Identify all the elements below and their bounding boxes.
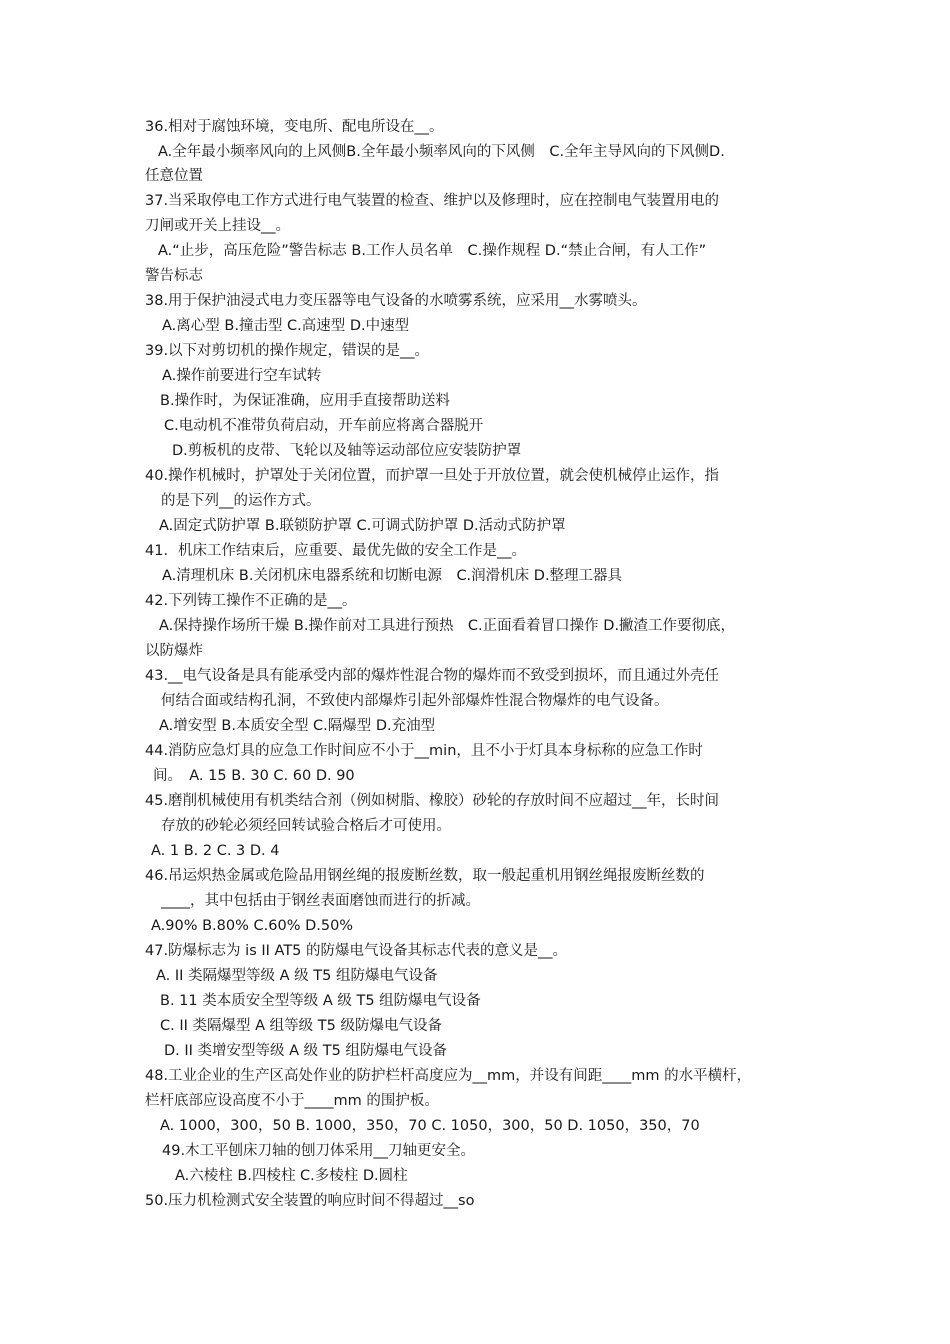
question-47-option-b: B. 11 类本质安全型等级 A 级 T5 组防爆电气设备 (160, 993, 481, 1009)
question-45-cont: 存放的砂轮必须经回转试验合格后才可使用。 (161, 818, 451, 834)
question-44-cont: 间。 A. 15 B. 30 C. 60 D. 90 (153, 768, 355, 784)
question-37-cont: 刀闸或开关上挂设__。 (145, 218, 290, 234)
question-48-cont: 栏杆底部应设高度不小于____mm 的围护板。 (145, 1093, 439, 1109)
question-44: 44.消防应急灯具的应急工作时间应不小于__min，且不小于灯具本身标称的应急工作时 (145, 743, 703, 759)
question-39-option-c: C.电动机不准带负荷启动，开车前应将离合器脱开 (164, 418, 484, 434)
question-41: 41．机床工作结束后，应重要、最优先做的安全工作是__。 (145, 543, 526, 559)
question-36: 36.相对于腐蚀环境，变电所、配电所设在__。 (145, 119, 444, 135)
question-40-cont: 的是下列__的运作方式。 (161, 493, 321, 509)
question-47-option-c: C. II 类隔爆型 A 组等级 T5 级防爆电气设备 (160, 1018, 442, 1034)
question-39-option-d: D.剪板机的皮带、飞轮以及轴等运动部位应安装防护罩 (172, 443, 522, 459)
question-43-cont: 何结合面或结构孔洞，不致使内部爆炸引起外部爆炸性混合物爆炸的电气设备。 (161, 693, 669, 709)
question-45-options: A. 1 B. 2 C. 3 D. 4 (151, 843, 280, 859)
question-37-options-cont: 警告标志 (145, 268, 203, 284)
question-48: 48.工业企业的生产区高处作业的防护栏杆高度应为__mm，并设有间距____mm 的水平横杆， (145, 1068, 752, 1084)
question-49-options: A.六棱柱 B.四棱柱 C.多棱柱 D.圆柱 (175, 1168, 408, 1184)
question-43-options: A.增安型 B.本质安全型 C.隔爆型 D.充油型 (159, 718, 436, 734)
question-42: 42.下列铸工操作不正确的是__。 (145, 593, 357, 609)
question-39: 39.以下对剪切机的操作规定，错误的是__。 (145, 343, 430, 359)
question-49: 49.木工平刨床刀轴的刨刀体采用__刀轴更安全。 (162, 1143, 476, 1159)
question-45: 45.磨削机械使用有机类结合剂（例如树脂、橡胶）砂轮的存放时间不应超过__年，长时间 (145, 793, 720, 809)
question-47-option-a: A. II 类隔爆型等级 A 级 T5 组防爆电气设备 (156, 968, 438, 984)
question-38-options: A.离心型 B.撞击型 C.高速型 D.中速型 (162, 318, 410, 334)
question-48-options: A. 1000，300，50 B. 1000，350，70 C. 1050，300，50 D. 1050，350，70 (160, 1118, 700, 1134)
question-40-options: A.固定式防护罩 B.联锁防护罩 C.可调式防护罩 D.活动式防护罩 (159, 518, 566, 534)
question-46-cont: ____，其中包括由于钢丝表面磨蚀而进行的折减。 (161, 893, 480, 909)
question-41-options: A.清理机床 B.关闭机床电器系统和切断电源 C.润滑机床 D.整理工器具 (162, 568, 623, 584)
question-39-option-b: B.操作时，为保证准确，应用手直接帮助送料 (160, 393, 451, 409)
question-40: 40.操作机械时，护罩处于关闭位置，而护罩一旦处于开放位置，就会使机械停止运作，指 (145, 468, 720, 484)
question-42-options-cont: 以防爆炸 (145, 643, 203, 659)
question-37-options: A.“止步，高压危险”警告标志 B.工作人员名单 C.操作规程 D.“禁止合闸，有人工作” (158, 243, 707, 259)
question-36-options: A.全年最小频率风向的上风侧B.全年最小频率风向的下风侧 C.全年主导风向的下风侧D. (158, 144, 725, 160)
question-39-option-a: A.操作前要进行空车试转 (162, 368, 322, 384)
question-50: 50.压力机检测式安全装置的响应时间不得超过__so (145, 1193, 475, 1209)
question-42-options: A.保持操作场所干燥 B.操作前对工具进行预热 C.正面看着冒口操作 D.撇渣工作要彻底， (159, 618, 736, 634)
question-43: 43.__电气设备是具有能承受内部的爆炸性混合物的爆炸而不致受到损坏，而且通过外壳任 (145, 668, 720, 684)
question-47-option-d: D. II 类增安型等级 A 级 T5 组防爆电气设备 (164, 1043, 447, 1059)
question-46-options: A.90% B.80% C.60% D.50% (151, 918, 354, 934)
question-38: 38.用于保护油浸式电力变压器等电气设备的水喷雾系统，应采用__水雾喷头。 (145, 293, 647, 309)
question-47: 47.防爆标志为 is II AT5 的防爆电气设备其标志代表的意义是__。 (145, 943, 568, 959)
question-36-options-cont: 任意位置 (145, 168, 203, 184)
question-46: 46.吊运炽热金属或危险品用钢丝绳的报废断丝数，取一般起重机用钢丝绳报废断丝数的 (145, 868, 705, 884)
question-37: 37.当采取停电工作方式进行电气装置的检查、维护以及修理时，应在控制电气装置用电的 (145, 193, 720, 209)
